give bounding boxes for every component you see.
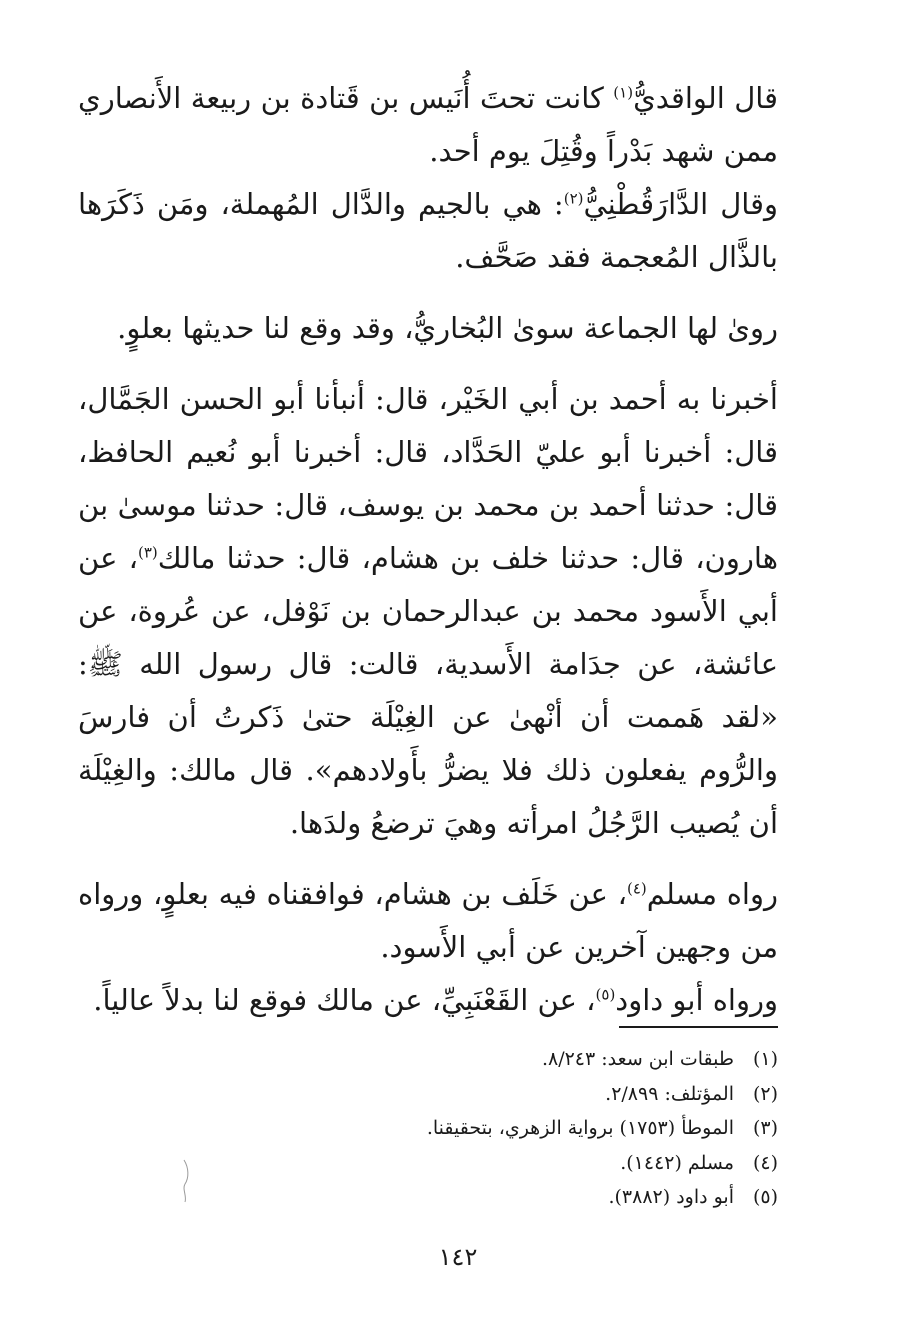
paragraph-muslim [78, 868, 778, 974]
paragraph-text: كانت تحتَ أُنَيس بن قَتادة بن ربيعة الأَنصاري ممن شهد بَدْراً وقُتِلَ يوم أحد. [78, 81, 778, 168]
footnote-ref[interactable]: (٤) [626, 879, 647, 898]
footnote-item [360, 1077, 778, 1112]
page-number: ١٤٢ [438, 1243, 478, 1271]
paragraph-waqidi [78, 72, 778, 178]
paragraph-text: رواه مسلم [646, 877, 778, 911]
footnote-text: المؤتلف: ٢/٨٩٩. [605, 1082, 734, 1105]
footnote-number: (٥) [752, 1186, 778, 1208]
footnote-divider [619, 1026, 778, 1028]
margin-pencil-mark [181, 1158, 191, 1204]
paragraph-text: وقال الدَّارَقُطْنِيُّ [583, 187, 778, 221]
footnote-item [360, 1146, 778, 1181]
footnote-item [360, 1042, 778, 1077]
paragraph-hadith-chain [78, 373, 778, 850]
footnote-text: أبو داود (٣٨٨٢). [608, 1186, 734, 1208]
footnote-item [360, 1180, 778, 1215]
main-text [78, 72, 778, 1027]
footnote-number: (٣) [752, 1117, 778, 1139]
footnote-text: الموطأ (١٧٥٣) برواية الزهري، بتحقيقنا. [426, 1117, 734, 1139]
footnote-number: (٢) [752, 1082, 778, 1105]
paragraph-text: قال الواقديُّ [633, 81, 778, 115]
paragraph-text: ورواه أبو داود [615, 983, 778, 1017]
paragraph-text: ، عن القَعْنَبِيِّ، عن مالك فوقع لنا بدلاً عالياً. [93, 983, 596, 1017]
footnote-text: طبقات ابن سعد: ٨/٢٤٣. [541, 1048, 734, 1070]
paragraph-transmission [78, 302, 778, 355]
footnote-ref[interactable]: (٢) [563, 189, 584, 208]
paragraph-text: روىٰ لها الجماعة سوىٰ البُخاريُّ، وقد وقع لنا حديثها بعلوٍ. [117, 311, 778, 345]
footnote-ref[interactable]: (١) [613, 83, 634, 102]
paragraph-text: ، عن خَلَف بن هشام، فوافقناه فيه بعلوٍ، ورواه من وجهين آخرين عن أبي الأَسود. [78, 877, 778, 964]
footnote-text: مسلم (١٤٤٢). [620, 1151, 734, 1174]
paragraph-daraqutni [78, 178, 778, 284]
footnote-number: (١) [752, 1048, 778, 1070]
footnotes [360, 1042, 778, 1215]
paragraph-text: ، عن أبي الأَسود محمد بن عبدالرحمان بن نَوْفل، عن عُروة، عن عائشة، عن جدَامة الأَسدية، قالت: قال رسول الله ﷺ: «لقد هَممت أن أنْهىٰ عن الغِيْلَة حتىٰ ذَكرتُ أن فارسَ والرُّوم يفعلون ذلك فلا يضرُّ بأَولادهم». قال مالك: والغِيْلَة أن يُصيب الرَّجُلُ امرأته وهيَ ترضعُ ولدَها. [78, 541, 778, 840]
footnote-ref[interactable]: (٥) [595, 985, 616, 1004]
footnote-ref[interactable]: (٣) [138, 543, 158, 562]
paragraph-text: : هي بالجيم والدَّال المُهملة، ومَن ذَكَرَها بالذَّال المُعجمة فقد صَحَّف. [78, 187, 778, 274]
paragraph-abu-dawud [78, 974, 778, 1027]
footnote-item [360, 1111, 778, 1146]
paragraph-text: أخبرنا به أحمد بن أبي الخَيْر، قال: أنبأنا أبو الحسن الجَمَّال، قال: أخبرنا أبو عليّ الحَدَّاد، قال: أخبرنا أبو نُعيم الحافظ، قال: حدثنا أحمد بن محمد بن يوسف، قال: حدثنا موسىٰ بن هارون، قال: حدثنا خلف بن هشام، قال: حدثنا مالك [78, 382, 778, 575]
footnote-number: (٤) [752, 1151, 778, 1174]
